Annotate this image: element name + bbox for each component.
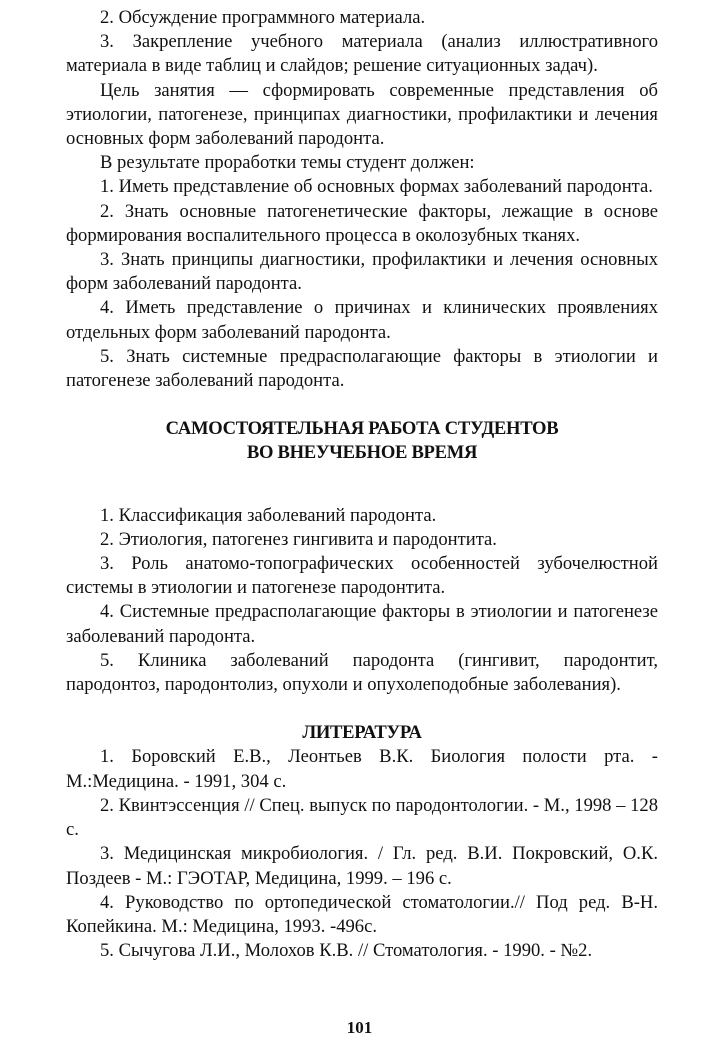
literature-item: 5. Сычугова Л.И., Молохов К.В. // Стоматология. - 1990. - №2. xyxy=(100,940,593,962)
independent-work-item: 4. Системные предрасполагающие факторы в этиологии и патогенезе заболеваний пародонта. xyxy=(66,601,658,647)
objective-item: 1. Иметь представление об основных формах заболеваний пародонта. xyxy=(100,176,653,198)
literature-item: 4. Руководство по ортопедической стоматологии.// Под ред. В-Н. Копейкина. М.: Медицина, 1993. -496с. xyxy=(66,891,658,937)
section-heading-independent-work: САМОСТОЯТЕЛЬНАЯ РАБОТА СТУДЕНТОВ xyxy=(165,418,559,440)
independent-work-item: 2. Этиология, патогенез гингивита и пародонтита. xyxy=(100,528,497,550)
independent-work-item: 1. Классификация заболеваний пародонта. xyxy=(100,504,437,526)
objective-item: 3. Знать принципы диагностики, профилактики и лечения основных форм заболеваний пародонта. xyxy=(66,249,658,295)
section-heading-independent-work-line2: ВО ВНЕУЧЕБНОЕ ВРЕМЯ xyxy=(246,442,478,464)
goal-paragraph: Цель занятия — сформировать современные представления об этиологии, патогенезе, принципах диагностики, профилактики и лечения основных форм заболеваний пародонта. xyxy=(66,79,658,150)
page-number: 101 xyxy=(346,1018,373,1037)
objective-item: 2. Знать основные патогенетические факторы, лежащие в основе формирования воспалительного процесса в околозубных тканях. xyxy=(66,200,658,246)
intro-paragraph: 2. Обсуждение программного материала. xyxy=(100,7,426,28)
independent-work-item: 3. Роль анатомо-топографических особенностей зубочелюстной системы в этиологии и патогенезе пародонтита. xyxy=(66,553,658,599)
document-page xyxy=(66,6,658,963)
literature-item: 1. Боровский Е.В., Леонтьев В.К. Биология полости рта. - М.:Медицина. - 1991, 304 с. xyxy=(66,746,658,792)
objective-item: 4. Иметь представление о причинах и клинических проявлениях отдельных форм заболеваний пародонта. xyxy=(66,297,658,343)
literature-item: 2. Квинтэссенция // Спец. выпуск по пародонтологии. - М., 1998 – 128 с. xyxy=(66,794,658,841)
section-heading-literature: ЛИТЕРАТУРА xyxy=(302,722,422,744)
intro-paragraph: В результате проработки темы студент должен: xyxy=(100,152,475,174)
intro-paragraph: 3. Закрепление учебного материала (анализ иллюстративного материала в виде таблиц и слайдов; решение ситуационных задач). xyxy=(66,31,658,77)
literature-item: 3. Медицинская микробиология. / Гл. ред. В.И. Покровский, О.К. Поздеев - М.: ГЭОТАР, Медицина, 1999. – 196 с. xyxy=(66,843,658,889)
independent-work-item: 5. Клиника заболеваний пародонта (гингивит, пародонтит, пародонтоз, пародонтолиз, опухоли и опухолеподобные заболевания). xyxy=(66,649,658,696)
objective-item: 5. Знать системные предрасполагающие факторы в этиологии и патогенезе заболеваний пародонта. xyxy=(66,345,658,392)
